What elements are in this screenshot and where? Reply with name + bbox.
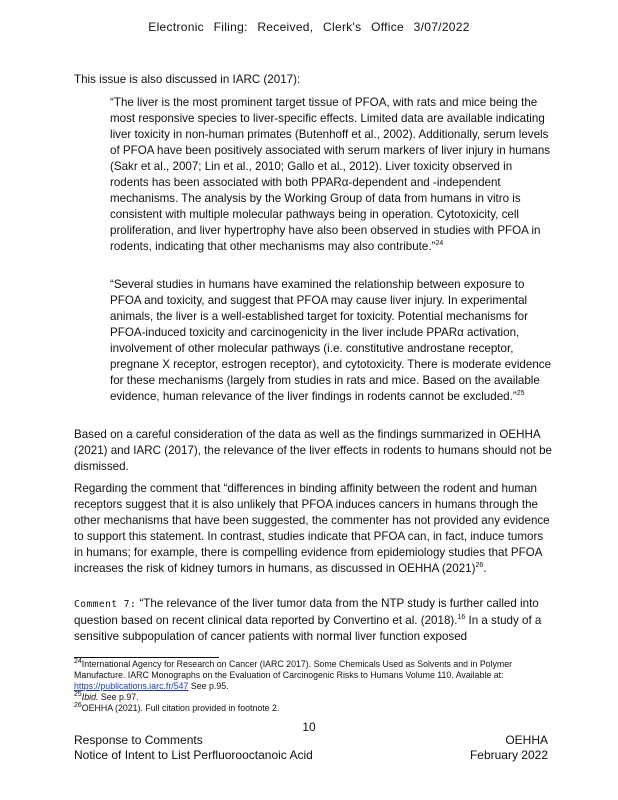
filing-stamp-header: Electronic Filing: Received, Clerk's Office 3/07/2022 — [148, 20, 470, 34]
comment-label: Comment 7: — [74, 599, 137, 610]
footnote-24-after: See p.95. — [188, 681, 229, 691]
quote-2-text: “Several studies in humans have examined the relationship between exposure to PFOA and toxicity, and suggest that PFOA may cause liver injury. In experimental animals, the liver is a well-established target for toxicity. Potential mechanisms for PFOA-induced toxicity and carcinogenicity in the liver include PPARα activation, involvement of other molecular pathways (i.e. constitutive androstane receptor, pregnane X receptor, estrogen receptor), and cytotoxicity. There is moderate evidence for these mechanisms (largely from studies in rats and mice. Based on the available evidence, human relevance of the liver findings in rodents cannot be excluded.” — [110, 278, 552, 403]
block-quote-1 — [110, 95, 554, 255]
footnote-25 — [74, 692, 556, 703]
response-paragraph-2-end: . — [483, 562, 487, 575]
footnote-ref-25[interactable]: 25 — [516, 390, 525, 398]
footer-date: February 2022 — [469, 748, 548, 762]
block-quote-2 — [110, 277, 554, 405]
comment-7-text-a: “The relevance of the liver tumor data from the NTP study is further called into question based on recent clinical data reported by Convertino et al. (2018). — [74, 597, 539, 627]
iarc-link[interactable]: https://publications.iarc.fr/547 — [74, 681, 189, 691]
response-paragraph-2 — [74, 481, 554, 577]
footnote-ref-16[interactable]: 16 — [457, 614, 466, 622]
footnote-24-number: 24 — [74, 658, 82, 666]
footer-doc-title: Response to Comments — [74, 733, 203, 747]
footnote-25-ibid: Ibid. — [81, 692, 99, 702]
footnote-25-number: 25 — [74, 691, 82, 699]
footnote-26-number: 26 — [74, 702, 82, 710]
footer-right — [470, 733, 548, 763]
page-number: 10 — [302, 720, 316, 734]
response-paragraph-1: Based on a careful consideration of the data as well as the findings summarized in OEHHA (2021) and IARC (2017), the relevance of the liver effects in rodents to humans should not be dismissed. — [74, 428, 552, 473]
footnote-26-text: OEHHA (2021). Full citation provided in footnote 2. — [81, 703, 280, 713]
intro-paragraph: This issue is also discussed in IARC (2017): — [74, 73, 301, 86]
comment-7-text-b: In a study of a sensitive subpopulation of cancer patients with normal liver function exposed — [74, 614, 542, 643]
footnote-ref-24[interactable]: 24 — [435, 240, 444, 248]
comment-7-paragraph — [74, 596, 554, 645]
footnote-25-text: See p.97. — [98, 692, 139, 702]
footnote-26 — [74, 703, 556, 714]
response-paragraph-2-text: Regarding the comment that “differences in binding affinity between the rodent and human receptors suggest that it is also unlikely that PFOA induces cancers in humans through the other mechanisms that have been suggested, the commenter has not provided any evidence to support this statement. In contrast, studies indicate that PFOA can, in fact, induce tumors in humans; for example, there is compelling evidence from epidemiology studies that PFOA increases the risk of kidney tumors in humans, as discussed in OEHHA (2021) — [74, 482, 550, 575]
footnote-ref-26[interactable]: 26 — [475, 562, 484, 570]
quote-1-text: “The liver is the most prominent target tissue of PFOA, with rats and mice being the most responsive species to liver-specific effects. Limited data are available indicating liver toxicity in non-human primates (Butenhoff et al., 2002). Additionally, serum levels of PFOA have been positively associated with serum markers of liver injury in humans (Sakr et al., 2007; Lin et al., 2010; Gallo et al., 2012). Liver toxicity observed in rodents has been associated with both PPARα-dependent and -independent mechanisms. The analysis by the Working Group of data from humans in vitro is consistent with multiple molecular pathways being in operation. Cytotoxicity, cell proliferation, and liver hypertrophy have also been observed in studies with PFOA in rodents, indicating that other mechanisms may also contribute.” — [110, 96, 551, 253]
footnote-24-text: International Agency for Research on Cancer (IARC 2017). Some Chemicals Used as Solvents and in Polymer Manufacture. IARC Monographs on the Evaluation of Carcinogenic Risks to Humans Volume 110. Available at: — [74, 659, 513, 680]
footnote-divider — [74, 657, 219, 658]
footnotes — [74, 659, 556, 714]
footer-left — [74, 733, 313, 763]
footnote-24 — [74, 659, 556, 692]
footer-agency: OEHHA — [505, 733, 548, 747]
footer-doc-subtitle: Notice of Intent to List Perfluorooctanoic Acid — [74, 748, 313, 762]
